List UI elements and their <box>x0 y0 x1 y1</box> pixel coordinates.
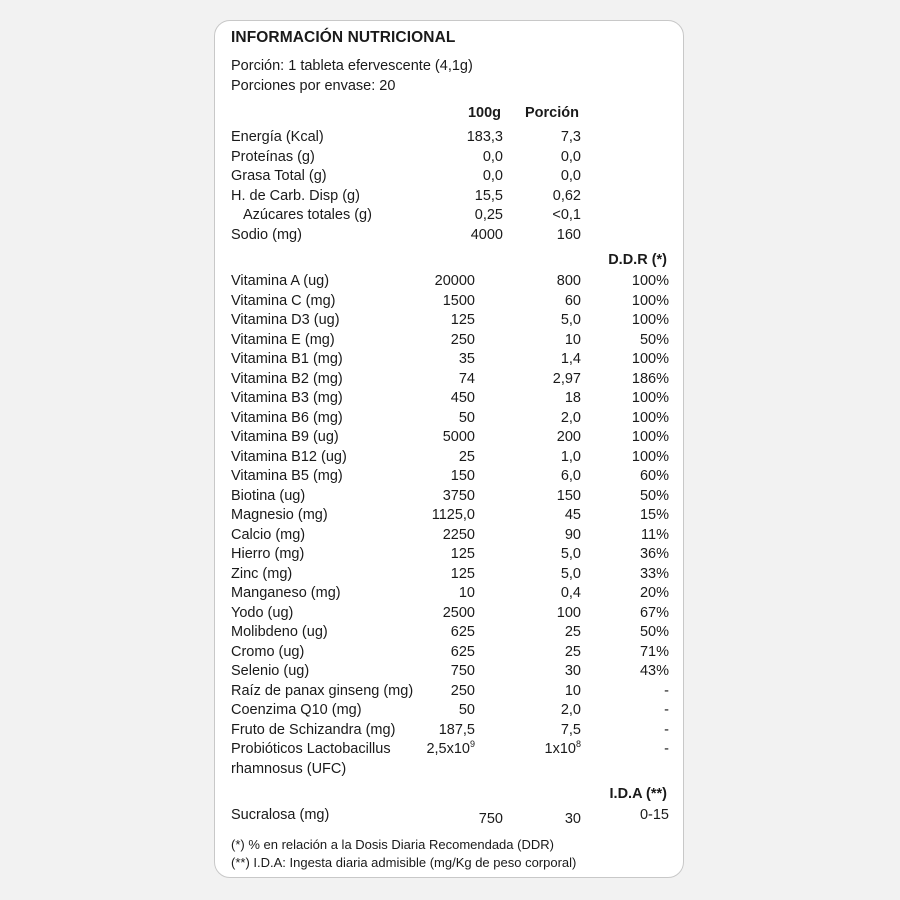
nutrient-name: H. de Carb. Disp (g) <box>231 187 360 204</box>
nutrient-name: Yodo (ug) <box>231 604 294 621</box>
value-per-100g: 250 <box>450 682 475 699</box>
table-row <box>215 271 685 291</box>
value-per-100g: 125 <box>450 312 475 328</box>
ddr-value: 36% <box>639 546 669 562</box>
table-row <box>215 127 685 147</box>
value-per-portion: 2,0 <box>560 702 581 718</box>
value-per-100g: 0,0 <box>482 168 503 185</box>
nutrient-name: Selenio (ug) <box>231 663 310 679</box>
value-per-100g: 125 <box>450 546 475 562</box>
nutrient-name: Azúcares totales (g) <box>243 207 372 224</box>
table-row <box>215 661 685 681</box>
table-row <box>215 505 685 525</box>
value-per-portion: 0,0 <box>560 168 581 185</box>
nutrient-name: Coenzima Q10 (mg) <box>231 702 362 718</box>
table-row <box>215 186 685 206</box>
value-per-portion: 60 <box>564 292 581 309</box>
panel-title: INFORMACIÓN NUTRICIONAL <box>231 29 456 46</box>
table-row <box>215 225 685 245</box>
ddr-value: - <box>664 721 669 738</box>
value-per-100g: 625 <box>450 643 475 660</box>
table-row <box>215 466 685 486</box>
value-per-100g: 2250 <box>442 526 475 543</box>
nutrient-name: Manganeso (mg) <box>231 585 341 601</box>
value-per-portion: 0,0 <box>560 148 581 165</box>
value-per-100g: 1125,0 <box>431 507 475 523</box>
table-row <box>215 388 685 408</box>
table-row <box>215 369 685 389</box>
value-per-100g: 15,5 <box>474 187 503 204</box>
value-per-100g: 125 <box>450 565 475 582</box>
nutrient-name-continued: rhamnosus (UFC) <box>231 761 347 777</box>
ddr-value: - <box>664 702 669 718</box>
value-exponent: 9 <box>469 739 475 749</box>
table-row <box>215 700 685 720</box>
table-row <box>215 205 685 225</box>
table-row <box>215 147 685 167</box>
nutrient-name: Sucralosa (mg) <box>231 807 330 823</box>
value-per-100g: 35 <box>458 351 475 367</box>
nutrient-name: Zinc (mg) <box>231 565 293 582</box>
ddr-value: 11% <box>641 526 669 543</box>
ddr-value: 100% <box>631 273 669 289</box>
table-row <box>215 447 685 467</box>
value-per-portion <box>545 739 581 759</box>
value-per-100g: 50 <box>458 409 475 426</box>
ddr-value: 67% <box>639 604 669 621</box>
ddr-value: 33% <box>639 565 669 582</box>
table-row <box>215 486 685 506</box>
value-per-portion: 30 <box>564 663 581 679</box>
value-per-100g: 250 <box>450 331 475 348</box>
nutrient-name: Vitamina B2 (mg) <box>231 370 343 387</box>
value-per-portion: 6,0 <box>560 468 581 484</box>
value-per-portion: 10 <box>564 331 581 348</box>
ddr-value: 100% <box>631 351 669 367</box>
nutrient-name: Raíz de panax ginseng (mg) <box>231 682 414 699</box>
value-per-100g: 183,3 <box>466 129 503 145</box>
value-per-portion: 0,4 <box>560 585 581 601</box>
value-per-portion: 7,5 <box>560 721 581 738</box>
value-per-100g: 0,25 <box>474 207 503 224</box>
nutrition-facts-panel <box>214 20 684 878</box>
value-per-100g: 625 <box>450 624 475 640</box>
value-per-portion: 5,0 <box>560 565 581 582</box>
ddr-value: 100% <box>631 292 669 309</box>
value-per-portion: 5,0 <box>560 312 581 328</box>
table-row <box>215 681 685 701</box>
table-row <box>215 330 685 350</box>
table-row <box>215 622 685 642</box>
nutrient-name: Vitamina B6 (mg) <box>231 409 343 426</box>
value-per-100g <box>426 739 475 759</box>
value-per-portion: 1,0 <box>560 448 581 465</box>
value-per-100g: 150 <box>450 468 475 484</box>
value-per-portion: 2,97 <box>552 370 581 387</box>
table-row <box>215 291 685 311</box>
ddr-value: 50% <box>639 487 669 504</box>
value-per-portion: 10 <box>564 682 581 699</box>
value-per-100g: 3750 <box>442 487 475 504</box>
ddr-value: 50% <box>639 624 669 640</box>
nutrient-name: Energía (Kcal) <box>231 129 324 145</box>
nutrient-name: Cromo (ug) <box>231 643 305 660</box>
value-per-portion: 18 <box>564 390 581 406</box>
value-per-100g: 0,0 <box>482 148 503 165</box>
serving-size: Porción: 1 tableta efervescente (4,1g) <box>231 58 473 74</box>
value-per-portion: 30 <box>564 811 581 827</box>
value-per-100g: 187,5 <box>438 721 475 738</box>
value-per-portion: 800 <box>556 273 581 289</box>
table-row <box>215 310 685 330</box>
probiotic-row <box>215 739 685 759</box>
ddr-value: 60% <box>639 468 669 484</box>
table-row <box>215 642 685 662</box>
nutrient-name: Vitamina B1 (mg) <box>231 351 343 367</box>
nutrient-name: Vitamina C (mg) <box>231 292 336 309</box>
value-base: 2,5x10 <box>426 741 470 757</box>
header-per-100g: 100g <box>467 105 501 121</box>
value-per-100g: 5000 <box>442 429 475 445</box>
header-ddr: D.D.R (*) <box>608 252 667 268</box>
nutrient-name: Grasa Total (g) <box>231 168 327 185</box>
value-per-portion: 200 <box>556 429 581 445</box>
value-per-100g: 450 <box>450 390 475 406</box>
ddr-value: 100% <box>631 448 669 465</box>
value-per-100g: 1500 <box>442 292 475 309</box>
nutrient-name: Vitamina B9 (ug) <box>231 429 339 445</box>
ddr-value: 100% <box>631 312 669 328</box>
ddr-value: - <box>664 741 669 757</box>
value-per-100g: 10 <box>458 585 475 601</box>
sucralose-row <box>215 805 685 825</box>
value-base: 1x10 <box>544 741 576 757</box>
table-row <box>215 603 685 623</box>
probiotic-row-continued <box>215 759 685 779</box>
nutrient-name: Fruto de Schizandra (mg) <box>231 721 396 738</box>
nutrient-name: Vitamina B3 (mg) <box>231 390 343 406</box>
value-per-portion: 2,0 <box>560 409 581 426</box>
header-portion: Porción <box>525 105 579 121</box>
value-per-portion: 1,4 <box>560 351 581 367</box>
value-per-portion: 100 <box>556 604 581 621</box>
table-row <box>215 720 685 740</box>
nutrient-name: Hierro (mg) <box>231 546 305 562</box>
nutrient-name: Vitamina D3 (ug) <box>231 312 340 328</box>
ddr-value: 100% <box>631 390 669 406</box>
value-per-100g: 20000 <box>434 273 475 289</box>
header-ida: I.D.A (**) <box>609 786 667 802</box>
nutrient-name: Proteínas (g) <box>231 148 315 165</box>
value-per-100g: 4000 <box>470 227 503 243</box>
table-row <box>215 564 685 584</box>
ddr-value: 15% <box>639 507 669 523</box>
ida-value: 0-15 <box>639 807 669 823</box>
nutrient-name: Sodio (mg) <box>231 227 302 243</box>
nutrient-name: Vitamina A (ug) <box>231 273 330 289</box>
ddr-value: 186% <box>631 370 669 387</box>
value-per-portion: 45 <box>564 507 581 523</box>
value-per-100g: 2500 <box>442 604 475 621</box>
value-per-100g: 74 <box>458 370 475 387</box>
value-per-portion: 5,0 <box>560 546 581 562</box>
value-per-portion: 150 <box>556 487 581 504</box>
value-per-portion: 90 <box>564 526 581 543</box>
ddr-value: 20% <box>639 585 669 601</box>
footnote-ida: (**) I.D.A: Ingesta diaria admisible (mg/Kg de peso corporal) <box>231 855 577 870</box>
value-per-portion: 160 <box>556 227 581 243</box>
ddr-value: 100% <box>631 429 669 445</box>
nutrient-name: Vitamina B5 (mg) <box>231 468 343 484</box>
nutrient-name: Molibdeno (ug) <box>231 624 328 640</box>
table-row <box>215 408 685 428</box>
nutrient-name: Biotina (ug) <box>231 487 306 504</box>
ddr-value: 50% <box>639 331 669 348</box>
value-per-portion: 7,3 <box>560 129 581 145</box>
table-row <box>215 349 685 369</box>
value-exponent: 8 <box>575 739 581 749</box>
table-row <box>215 525 685 545</box>
nutrient-name: Probióticos Lactobacillus <box>231 741 391 757</box>
ddr-value: - <box>664 682 669 699</box>
ddr-value: 100% <box>631 409 669 426</box>
footnote-ddr: (*) % en relación a la Dosis Diaria Recomendada (DDR) <box>231 837 554 852</box>
value-per-100g: 25 <box>458 448 475 465</box>
value-per-100g: 750 <box>450 663 475 679</box>
value-per-100g: 750 <box>478 811 503 827</box>
nutrient-name: Calcio (mg) <box>231 526 306 543</box>
servings-per-pack: Porciones por envase: 20 <box>231 78 396 94</box>
value-per-100g: 50 <box>458 702 475 718</box>
nutrient-name: Vitamina E (mg) <box>231 331 335 348</box>
nutrient-name: Magnesio (mg) <box>231 507 328 523</box>
value-per-portion: <0,1 <box>552 207 581 224</box>
ddr-value: 43% <box>639 663 669 679</box>
table-row <box>215 583 685 603</box>
table-row <box>215 427 685 447</box>
table-row <box>215 166 685 186</box>
value-per-portion: 25 <box>564 643 581 660</box>
table-row <box>215 544 685 564</box>
value-per-portion: 0,62 <box>552 187 581 204</box>
nutrient-name: Vitamina B12 (ug) <box>231 448 347 465</box>
ddr-value: 71% <box>639 643 669 660</box>
value-per-portion: 25 <box>564 624 581 640</box>
